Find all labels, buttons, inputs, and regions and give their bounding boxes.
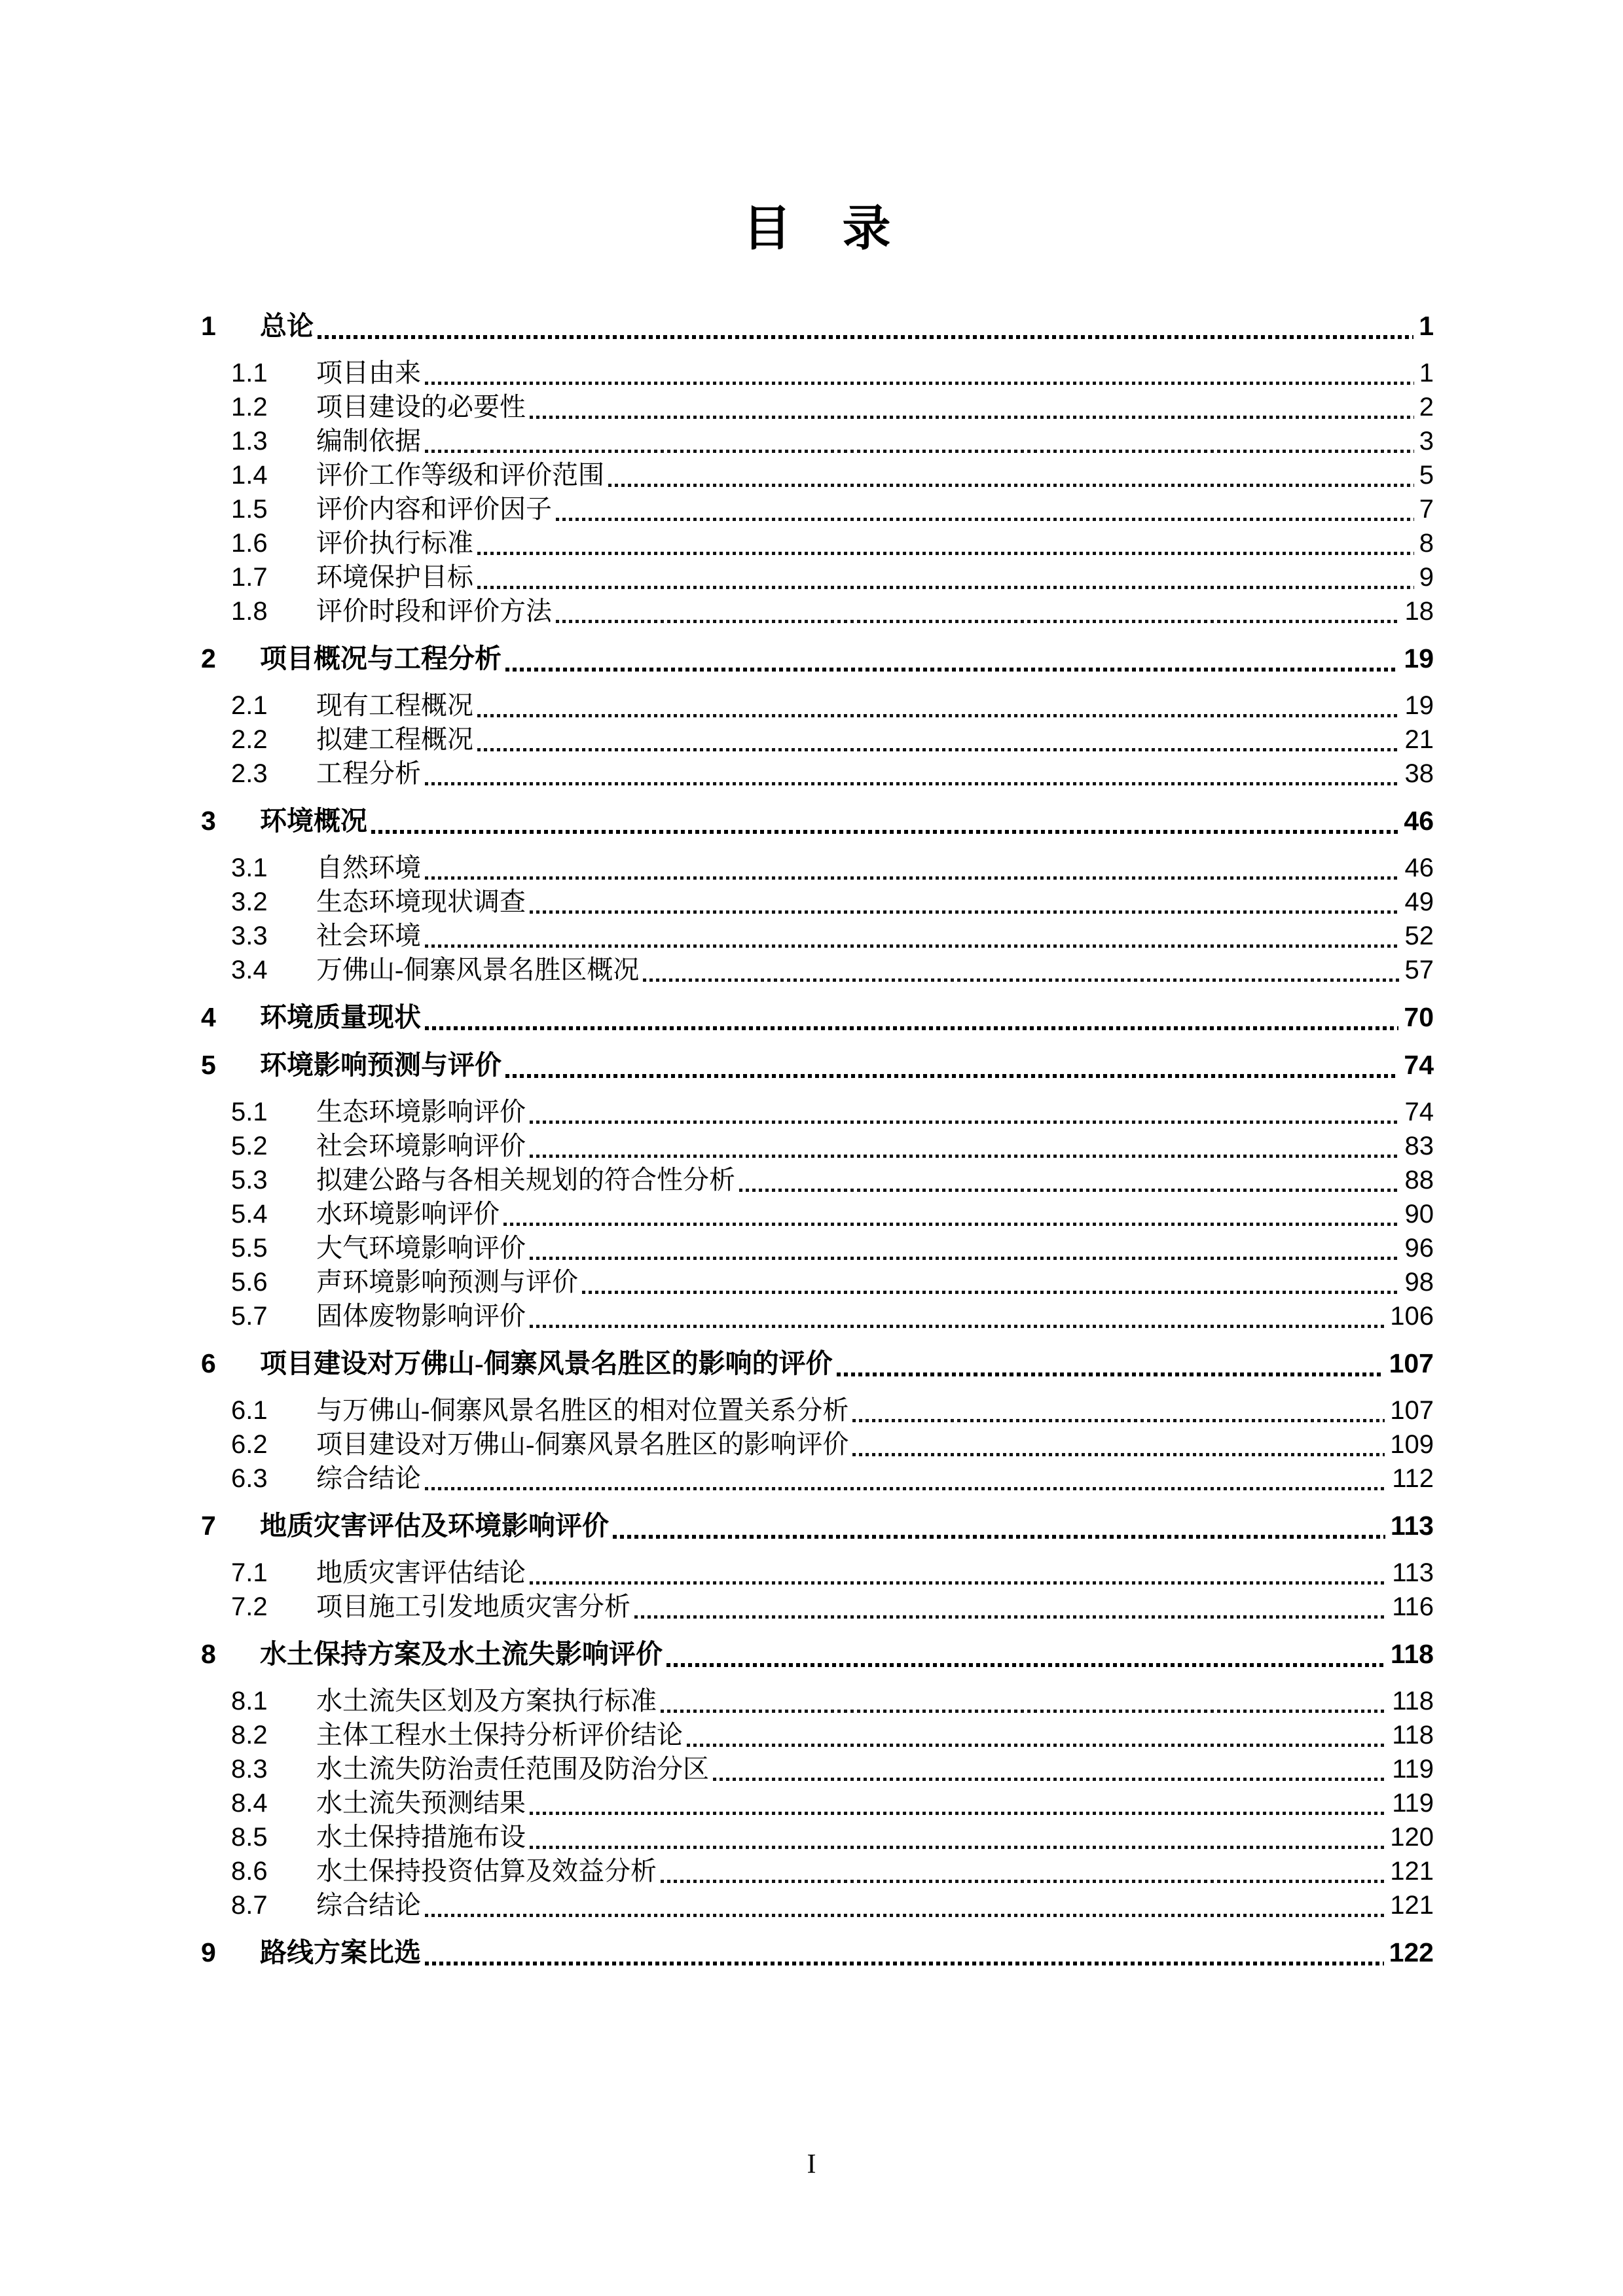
toc-entry-label: 大气环境影响评价 [316,1233,526,1263]
toc-entry-label: 项目建设的必要性 [316,392,526,422]
toc-entry-1.4[interactable] [201,458,1434,492]
toc-entry-page: 74 [1404,1098,1434,1127]
toc-entry-page: 121 [1390,1891,1434,1920]
toc-entry-label: 评价时段和评价方法 [316,596,552,626]
toc-entry-8.6[interactable] [201,1854,1434,1888]
toc-entry-number: 3.3 [231,922,268,951]
toc-entry-2.2[interactable] [201,723,1434,757]
toc-entry-1.3[interactable] [201,424,1434,458]
dotted-leader [613,1535,1385,1539]
toc-entry-number: 8.5 [231,1823,268,1852]
toc-entry-page: 113 [1392,1558,1434,1588]
toc-entry-label: 拟建公路与各相关规划的符合性分析 [316,1165,735,1195]
toc-entry-number: 8.2 [231,1721,268,1750]
toc-entry-label: 路线方案比选 [260,1937,421,1968]
toc-entry-number: 2.2 [231,725,268,755]
toc-entry-page: 118 [1392,1721,1434,1750]
toc-entry-page: 112 [1392,1464,1434,1494]
toc-entry-number: 1.2 [231,393,268,422]
toc-entry-label: 社会环境 [316,921,421,951]
toc-entry-number: 5.3 [231,1166,268,1195]
toc-entry-label: 水土保持方案及水土流失影响评价 [260,1639,663,1670]
dotted-leader [687,1744,1387,1747]
toc-entry-number: 5.1 [231,1098,268,1127]
toc-entry-page: 46 [1404,853,1434,883]
toc-entry-3.2[interactable] [201,885,1434,919]
toc-entry-6.2[interactable] [201,1427,1434,1462]
dotted-leader [530,416,1414,419]
toc-entry-1[interactable] [201,308,1434,344]
toc-entry-5.6[interactable] [201,1265,1434,1299]
toc-entry-page: 83 [1404,1132,1434,1161]
toc-entry-6.1[interactable] [201,1393,1434,1427]
toc-entry-1.2[interactable] [201,390,1434,424]
toc-entry-label: 水土流失防治责任范围及防治分区 [316,1754,709,1784]
dotted-leader [530,1155,1400,1158]
dotted-leader [661,1880,1385,1883]
toc-entry-label: 项目建设对万佛山-侗寨风景名胜区的影响的评价 [260,1348,833,1379]
toc-entry-number: 2.1 [231,691,268,721]
toc-entry-label: 项目施工引发地质灾害分析 [316,1592,630,1622]
dotted-leader [666,1663,1385,1667]
toc-entry-page: 107 [1389,1348,1434,1379]
toc-entry-page: 49 [1404,888,1434,917]
toc-entry-page: 107 [1390,1396,1434,1426]
toc-entry-label: 生态环境现状调查 [316,887,526,917]
toc-entry-page: 74 [1404,1050,1434,1081]
toc-entry-number: 6.2 [231,1430,268,1460]
toc-entry-number: 6 [201,1348,216,1379]
toc-entry-4[interactable] [201,999,1434,1035]
dotted-leader [425,1487,1387,1490]
toc-entry-1.1[interactable] [201,356,1434,390]
toc-entry-page: 122 [1389,1937,1434,1968]
dotted-leader [530,1846,1385,1849]
toc-entry-number: 1.1 [231,359,268,388]
toc-entry-label: 水土流失区划及方案执行标准 [316,1686,657,1716]
toc-entry-7.2[interactable] [201,1590,1434,1624]
toc-entry-page: 118 [1390,1639,1434,1670]
toc-entry-number: 3.2 [231,888,268,917]
toc-entry-number: 2.3 [231,759,268,789]
page-title: 目 录 [742,202,892,256]
toc-entry-8[interactable] [201,1636,1434,1672]
toc-entry-page: 5 [1419,461,1434,490]
toc-entry-label: 社会环境影响评价 [316,1131,526,1161]
toc-entry-number: 5.4 [231,1200,268,1229]
dotted-leader [425,450,1414,453]
toc-entry-2.3[interactable] [201,757,1434,791]
toc-entry-page: 109 [1390,1430,1434,1460]
toc-entry-number: 1.7 [231,563,268,592]
toc-entry-3.1[interactable] [201,851,1434,885]
toc-entry-5[interactable] [201,1047,1434,1083]
dotted-leader [530,910,1400,914]
toc-entry-1.7[interactable] [201,560,1434,594]
dotted-leader [318,335,1413,339]
toc-entry-label: 项目由来 [316,358,421,388]
dotted-leader [713,1778,1387,1781]
toc-entry-label: 与万佛山-侗寨风景名胜区的相对位置关系分析 [316,1395,849,1426]
toc-entry-number: 1 [201,311,216,342]
toc-entry-page: 52 [1404,922,1434,951]
dotted-leader [425,876,1400,880]
toc-entry-label: 地质灾害评估及环境影响评价 [260,1511,609,1541]
toc-entry-3.4[interactable] [201,953,1434,987]
toc-entry-number: 8.6 [231,1857,268,1886]
toc-entry-7[interactable] [201,1508,1434,1543]
dotted-leader [477,748,1400,751]
toc-entry-page: 96 [1404,1234,1434,1263]
toc-entry-number: 3.1 [231,853,268,883]
toc-entry-3[interactable] [201,803,1434,838]
toc-entry-number: 8.7 [231,1891,268,1920]
toc-entry-2.1[interactable] [201,689,1434,723]
toc-entry-5.4[interactable] [201,1197,1434,1231]
toc-entry-label: 水环境影响评价 [316,1199,500,1229]
toc-entry-page: 118 [1392,1687,1434,1716]
toc-entry-7.1[interactable] [201,1556,1434,1590]
dotted-leader [530,1812,1387,1815]
toc-entry-label: 环境概况 [260,806,367,836]
toc-entry-label: 声环境影响预测与评价 [316,1267,578,1297]
toc-entry-label: 现有工程概况 [316,691,473,721]
toc-entry-page: 9 [1419,563,1434,592]
dotted-leader [556,518,1414,521]
toc-entry-label: 固体废物影响评价 [316,1301,526,1331]
toc-entry-page: 3 [1419,427,1434,456]
toc-entry-label: 水土保持措施布设 [316,1822,526,1852]
toc-entry-page: 57 [1404,956,1434,985]
toc-entry-5.1[interactable] [201,1095,1434,1129]
toc-entry-8.4[interactable] [201,1786,1434,1820]
toc-entry-label: 拟建工程概况 [316,725,473,755]
toc-entry-number: 3.4 [231,956,268,985]
toc-entry-page: 1 [1419,311,1434,342]
toc-entry-page: 7 [1419,495,1434,524]
dotted-leader [852,1419,1385,1422]
toc-entry-page: 113 [1390,1511,1434,1541]
toc-entry-page: 1 [1419,359,1434,388]
toc-entry-label: 万佛山-侗寨风景名胜区概况 [316,955,640,985]
toc-entry-number: 8.4 [231,1789,268,1818]
toc-entry-page: 116 [1392,1592,1434,1622]
toc-entry-page: 70 [1404,1002,1434,1033]
toc-entry-label: 综合结论 [316,1463,421,1494]
toc-entry-label: 评价执行标准 [316,528,473,558]
toc-entry-number: 8.1 [231,1687,268,1716]
toc-entry-label: 工程分析 [316,759,421,789]
dotted-leader [661,1710,1387,1713]
toc-entry-5.2[interactable] [201,1129,1434,1163]
toc-entry-number: 1.6 [231,529,268,558]
dotted-leader [608,484,1414,487]
toc-entry-label: 生态环境影响评价 [316,1097,526,1127]
toc-entry-label: 水土流失预测结果 [316,1788,526,1818]
toc-entry-page: 119 [1392,1755,1434,1784]
toc-entry-number: 6.3 [231,1464,268,1494]
toc-entry-page: 121 [1390,1857,1434,1886]
dotted-leader [425,944,1400,948]
toc-entry-page: 46 [1404,806,1434,836]
toc-entry-number: 5.7 [231,1302,268,1331]
toc-entry-label: 地质灾害评估结论 [316,1558,526,1588]
dotted-leader [530,1581,1387,1585]
toc-entry-number: 4 [201,1002,216,1033]
toc-entry-2[interactable] [201,641,1434,676]
toc-entry-number: 1.5 [231,495,268,524]
toc-entry-page: 38 [1404,759,1434,789]
dotted-leader [477,552,1414,555]
toc-entry-page: 98 [1404,1268,1434,1297]
dotted-leader [530,1121,1400,1124]
toc-entry-page: 106 [1390,1302,1434,1331]
dotted-leader [582,1291,1400,1294]
toc-entry-page: 19 [1404,643,1434,674]
toc-entry-page: 18 [1404,597,1434,626]
toc-entry-number: 5 [201,1050,216,1081]
toc-entry-number: 5.2 [231,1132,268,1161]
dotted-leader [739,1189,1400,1192]
toc-entry-number: 8.3 [231,1755,268,1784]
toc-entry-label: 项目概况与工程分析 [260,643,501,674]
dotted-leader [425,782,1400,785]
dotted-leader [505,668,1398,672]
dotted-leader [425,1914,1385,1917]
dotted-leader [425,382,1414,385]
footer-page-number: I [807,2149,816,2179]
toc-entry-label: 环境质量现状 [260,1002,421,1033]
dotted-leader [371,830,1398,834]
toc-entry-page: 120 [1390,1823,1434,1852]
toc-entry-3.3[interactable] [201,919,1434,953]
dotted-leader [477,714,1400,717]
toc-entry-label: 评价工作等级和评价范围 [316,460,604,490]
toc-entry-9[interactable] [201,1935,1434,1970]
toc-entry-label: 自然环境 [316,853,421,883]
toc-list [201,308,1434,1970]
dotted-leader [837,1372,1384,1376]
toc-entry-number: 9 [201,1937,216,1968]
toc-entry-6.3[interactable] [201,1462,1434,1496]
dotted-leader [425,1962,1384,1965]
dotted-leader [425,1026,1398,1030]
dotted-leader [643,978,1399,982]
toc-entry-number: 8 [201,1639,216,1670]
toc-entry-label: 主体工程水土保持分析评价结论 [316,1720,683,1750]
toc-entry-number: 3 [201,806,216,836]
toc-entry-label: 总论 [260,311,314,342]
toc-entry-8.7[interactable] [201,1888,1434,1922]
toc-entry-8.1[interactable] [201,1684,1434,1718]
toc-entry-number: 5.6 [231,1268,268,1297]
toc-entry-8.2[interactable] [201,1718,1434,1752]
toc-entry-8.3[interactable] [201,1752,1434,1786]
toc-entry-label: 环境保护目标 [316,562,473,592]
toc-entry-number: 5.5 [231,1234,268,1263]
toc-entry-page: 2 [1419,393,1434,422]
toc-entry-number: 7.1 [231,1558,268,1588]
dotted-leader [477,586,1414,589]
toc-entry-page: 19 [1404,691,1434,721]
toc-entry-label: 评价内容和评价因子 [316,494,552,524]
toc-entry-page: 119 [1392,1789,1434,1818]
toc-entry-8.5[interactable] [201,1820,1434,1854]
toc-entry-number: 7 [201,1511,216,1541]
toc-entry-5.5[interactable] [201,1231,1434,1265]
toc-entry-page: 8 [1419,529,1434,558]
dotted-leader [556,620,1400,623]
dotted-leader [503,1223,1400,1226]
toc-entry-label: 水土保持投资估算及效益分析 [316,1856,657,1886]
dotted-leader [852,1453,1385,1456]
toc-entry-1.5[interactable] [201,492,1434,526]
toc-entry-label: 综合结论 [316,1890,421,1920]
toc-entry-1.8[interactable] [201,594,1434,628]
toc-entry-label: 环境影响预测与评价 [260,1050,501,1081]
toc-entry-number: 2 [201,643,216,674]
toc-entry-number: 7.2 [231,1592,268,1622]
toc-entry-6[interactable] [201,1346,1434,1381]
dotted-leader [530,1325,1385,1328]
toc-entry-number: 6.1 [231,1396,268,1426]
toc-entry-5.3[interactable] [201,1163,1434,1197]
toc-entry-number: 1.3 [231,427,268,456]
toc-entry-5.7[interactable] [201,1299,1434,1333]
dotted-leader [634,1615,1387,1619]
toc-entry-1.6[interactable] [201,526,1434,560]
dotted-leader [505,1074,1398,1078]
toc-entry-label: 编制依据 [316,426,421,456]
toc-entry-label: 项目建设对万佛山-侗寨风景名胜区的影响评价 [316,1429,849,1460]
toc-entry-page: 90 [1404,1200,1434,1229]
toc-entry-number: 1.8 [231,597,268,626]
dotted-leader [530,1257,1400,1260]
toc-entry-page: 88 [1404,1166,1434,1195]
toc-entry-number: 1.4 [231,461,268,490]
toc-entry-page: 21 [1404,725,1434,755]
